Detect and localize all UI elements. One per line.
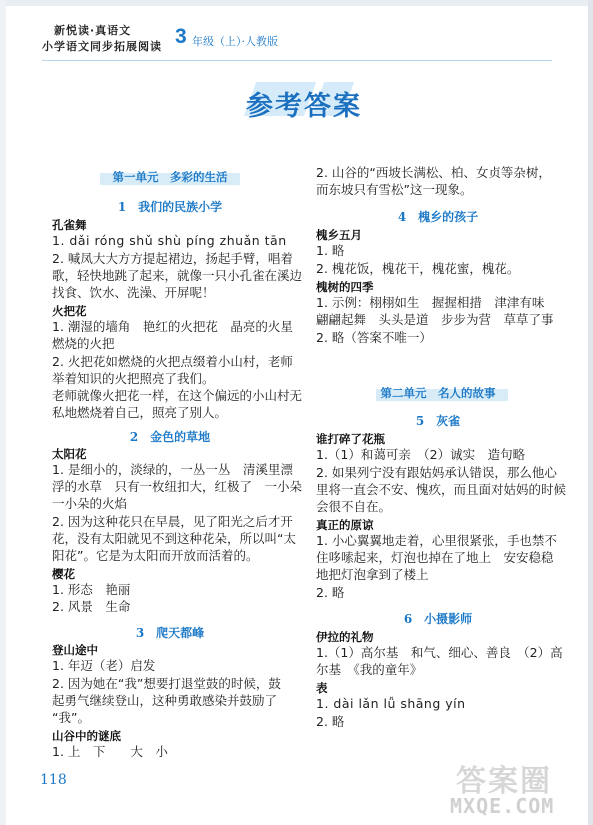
answer-line: 2. 风景 生命 [52, 599, 131, 614]
lesson-title: 1 我们的民族小学 [117, 200, 223, 214]
book-header [42, 22, 342, 58]
watermark [440, 750, 590, 820]
answer-line: 1. 小心翼翼地走着，心里很紧张，手也禁不 [316, 533, 557, 548]
answer-line: 举着知识的火把照亮了我们。 [52, 371, 215, 386]
answer-line: 2. 如果列宁没有跟姑妈承认错误，那么他心 [316, 465, 557, 480]
answer-line: 1.（1）高尔基 和气、细心、善良 （2）高 [316, 645, 563, 660]
lesson-title: 6 小摄影师 [403, 612, 473, 626]
answer-line: 2. 山谷的“西坡长满松、柏、女贞等杂树， [316, 165, 551, 180]
scan-edge-top [0, 0, 593, 6]
answer-line: 1.（1）和蔼可亲 （2）诚实 造句略 [316, 447, 526, 462]
page-number: 118 [40, 772, 67, 788]
passage-title: 真正的原谅 [316, 518, 374, 532]
series-name: 新悦读·真语文 [54, 24, 132, 37]
answer-line: 尔基 《我的童年》 [316, 662, 423, 677]
answer-line: 2. 因为这种花只在早晨，见了阳光之后才开 [52, 514, 293, 529]
answer-line: 2. 槐花饭，槐花干，槐花蜜，槐花。 [316, 261, 520, 276]
passage-title: 谁打碎了花瓶 [316, 432, 385, 446]
answer-line: 一小朵的火焰 [52, 496, 128, 511]
answer-line: 老师就像火把花一样，在这个偏远的小山村无 [52, 388, 303, 403]
scan-edge-right [588, 0, 593, 825]
answer-line: 而东坡只有雪松”这一现象。 [316, 182, 473, 197]
answer-line: 1. 是细小的，淡绿的，一丛一丛 清溪里漂 [52, 462, 293, 477]
answer-line: 歌，轻快地跳了起来，就像一只小孔雀在溪边 [52, 268, 303, 283]
answer-line: 2. 略（答案不唯一） [316, 330, 432, 345]
answer-line: 浮的水草 只有一枚纽扣大，红极了 一小朵 [52, 479, 303, 494]
grade-edition: 年级（上）·人教版 [192, 35, 278, 48]
answer-line: 1. dǎi róng shǔ shù píng zhuǎn tān [52, 233, 287, 248]
answer-line: 1. 上 下 大 小 [52, 744, 168, 759]
answer-line: 2. 因为她在“我”想要打退堂鼓的时候，鼓 [52, 676, 281, 691]
unit-heading: 第二单元 名人的故事 [380, 386, 496, 400]
answer-line: 1. 潮湿的墙角 艳红的火把花 晶亮的火星 [52, 319, 293, 334]
lesson-title: 3 爬天都峰 [135, 626, 205, 640]
grade-number: 3 [175, 25, 187, 48]
answer-line: 翩翩起舞 头头是道 步步为营 草草了事 [316, 312, 554, 327]
passage-title: 登山途中 [52, 643, 98, 657]
answer-line: 1. 示例：栩栩如生 握握相措 津津有味 [316, 295, 545, 310]
answer-line: 花，没有太阳就见不到这种花朵，所以叫“太 [52, 531, 296, 546]
answer-line: 私地燃烧着自己，照亮了别人。 [52, 405, 228, 420]
unit-heading: 第一单元 多彩的生活 [112, 170, 228, 184]
passage-title: 太阳花 [52, 447, 87, 461]
lesson-title: 4 槐乡的孩子 [397, 210, 479, 224]
answer-line: 阳花”。它是为太阳而开放而活着的。 [52, 548, 259, 563]
answer-line: 1. 年迈（老）启发 [52, 658, 156, 673]
watermark-url: MXQE.COM [450, 794, 555, 818]
answer-line: 2. 喊凤大大方方提起裙边，扬起手臂，唱着 [52, 251, 293, 266]
passage-title: 孔雀舞 [52, 218, 87, 232]
answer-line: 住哆嗦起来，灯泡也掉在了地上 安安稳稳 [316, 550, 554, 565]
page-title: 参考答案 [246, 91, 362, 122]
answer-line: 2. 略 [316, 714, 345, 729]
answer-line: 2. 火把花如燃烧的火把点缀着小山村，老师 [52, 354, 293, 369]
answer-line: 1. 形态 艳丽 [52, 582, 131, 597]
passage-title: 槐树的四季 [316, 280, 374, 294]
answer-line: 里将一直会不安、愧疚，而且面对姑妈的时候 [316, 482, 567, 497]
series-subtitle: 小学语文同步拓展阅读 [42, 40, 162, 53]
answer-line: 1. 略 [316, 243, 345, 258]
title-block [150, 78, 450, 122]
watermark-logo-text: 答案圈 [456, 764, 552, 799]
answer-line: 燃烧的火把 [52, 336, 115, 351]
answer-line: 会很不自在。 [316, 499, 392, 514]
passage-title: 樱花 [52, 567, 75, 581]
header-divider [42, 60, 552, 61]
answer-line: “我”。 [52, 710, 90, 725]
scan-edge-left [0, 0, 6, 825]
lesson-title: 2 金色的草地 [129, 430, 211, 444]
passage-title: 山谷中的谜底 [52, 729, 121, 743]
answer-line: 地把灯泡拿到了楼上 [316, 567, 429, 582]
passage-title: 伊拉的礼物 [316, 630, 374, 644]
answer-line: 起勇气继续登山，这种勇敢感染并鼓励了 [52, 693, 278, 708]
answer-line: 2. 略 [316, 585, 345, 600]
answer-line: 1. dài lǎn lǚ shāng yín [316, 696, 466, 711]
answer-line: 找食、饮水、洗澡、开屏呢！ [52, 285, 215, 300]
passage-title: 表 [316, 681, 328, 695]
lesson-title: 5 灰雀 [415, 414, 461, 428]
passage-title: 火把花 [52, 304, 87, 318]
passage-title: 槐乡五月 [316, 228, 362, 242]
